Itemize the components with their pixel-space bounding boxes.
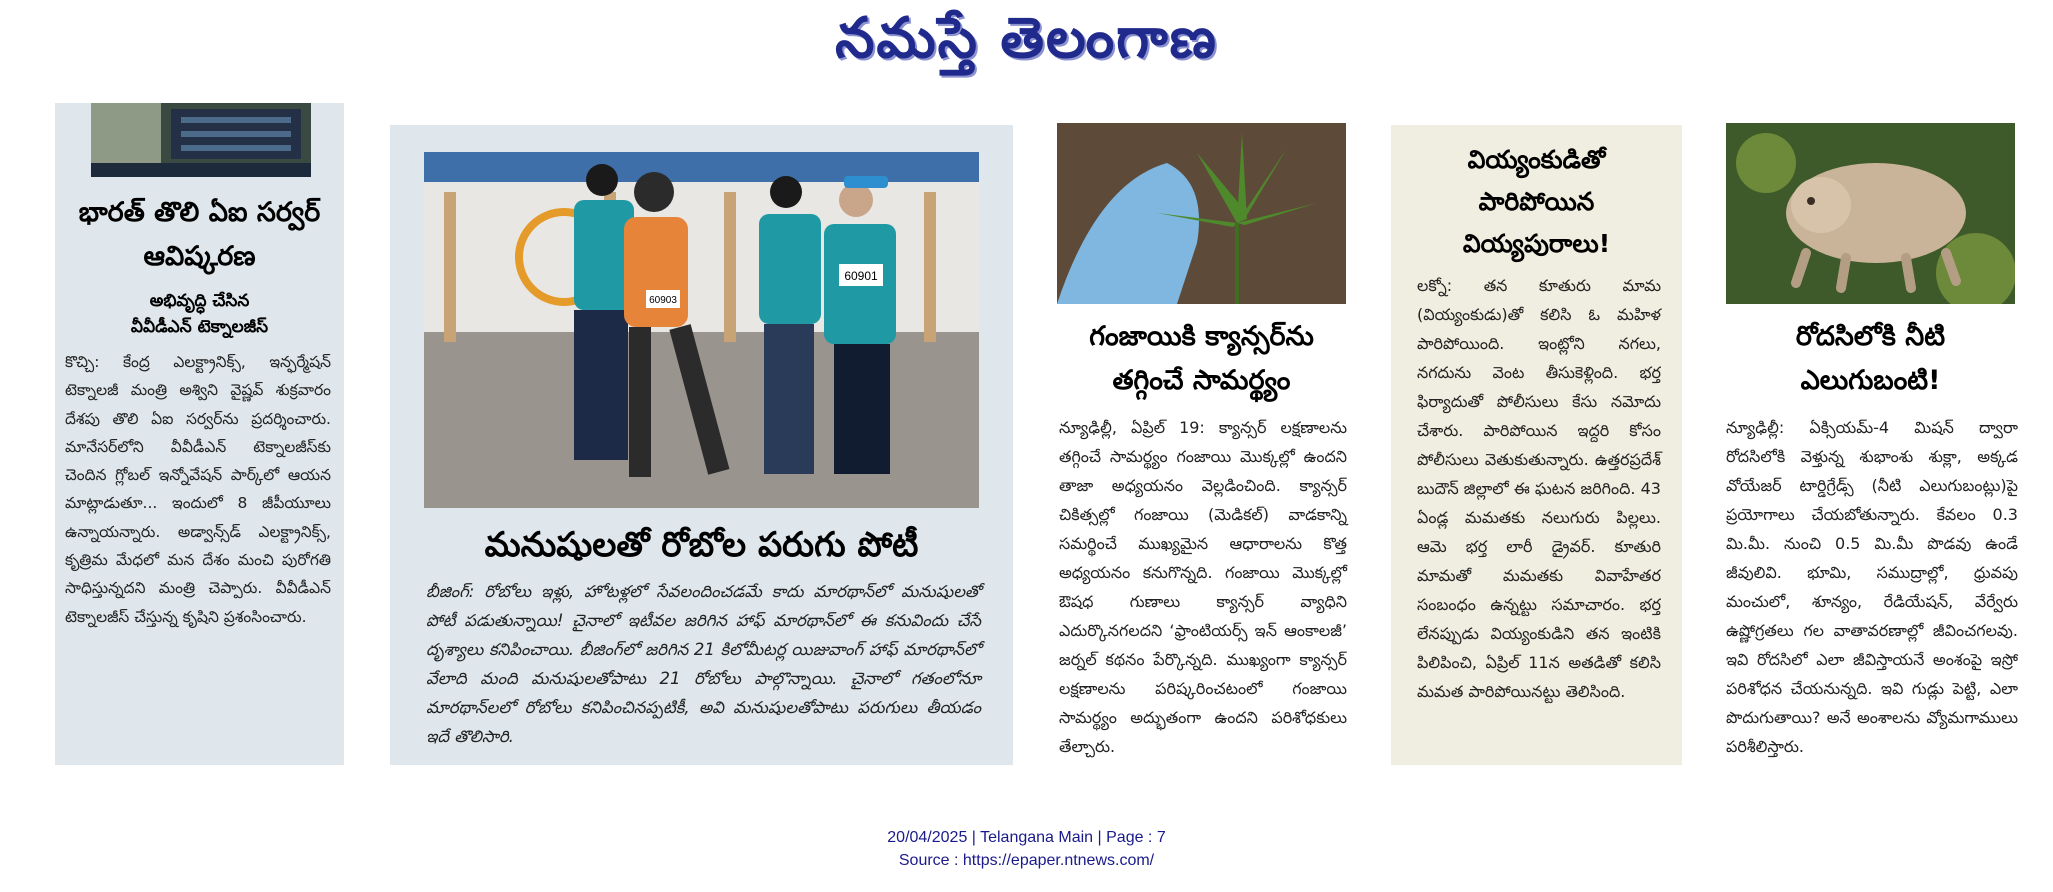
article-ganja-cancer (1057, 123, 1349, 773)
tardigrade-photo (1726, 123, 2015, 304)
ganja-body: న్యూఢిల్లీ, ఏప్రిల్ 19: క్యాన్సర్ లక్షణాలను తగ్గించే సామర్థ్యం గంజాయి మొక్కల్లో ఉందని తాజా అధ్యయనం వెల్లడించింది. క్యాన్సర్ చికిత్సల్లో గంజాయి (మెడికల్) వాడకాన్ని సమర్థించే ముఖ్యమైన ఆధారాలను కొత్త అధ్యయనం కనుగొన్నది. గంజాయి మొక్కల్లో ఔషధ గుణాలు క్యాన్సర్ వ్యాధిని ఎదుర్కొనగలదని ‘ఫ్రాంటియర్స్ ఇన్ ఆంకాలజీ’ జర్నల్ కథనం పేర్కొన్నది. ముఖ్యంగా క్యాన్సర్ లక్షణాలను పరిష్కరించటంలో గంజాయి సామర్థ్యం అద్భుతంగా ఉందని పరిశోధకులు తేల్చారు. (1059, 418, 1347, 756)
article-elopement (1391, 125, 1682, 765)
article-water-bear (1726, 123, 2020, 773)
water-bear-headline: రోదసిలోకి నీటి ఎలుగుబంటి! (1795, 321, 1946, 396)
elopement-headline: వియ్యంకుడితో పారిపోయిన వియ్యపురాలు! (1462, 145, 1611, 258)
water-bear-body: న్యూఢిల్లీ: ఏక్సియమ్-4 మిషన్ ద్వారా రోదసిలోకి వెళ్తున్న శుభాంశు శుక్లా, అక్కడ వోయేజర్ టార్డిగ్రేడ్స్ (నీటి ఎలుగుబంట్లు)పై ప్రయోగాలు చేయబోతున్నారు. కేవలం 0.3 మి.మీ. నుంచి 0.5 మి.మీ పొడవు ఉండే జీవులివి. భూమి, సముద్రాల్లో, ధ్రువపు మంచులో, శూన్యం, రేడియేషన్, వేర్వేరు ఉష్ణోగ్రతలు గల వాతావరణాల్లో జీవించగలవు. ఇవి రోదసిలో ఎలా జీవిస్తాయనే అంశంపై ఇస్రో పరిశోధన చేయనున్నది. ఇవి గుడ్లు పెట్టి, ఎలా పొదుగుతాయి? అనే అంశాలను వ్యోమగాములు పరిశీలిస్తారు. (1726, 418, 2018, 756)
server-subhead-1: అభివృద్ధి చేసిన (149, 291, 250, 311)
article-robot-marathon (390, 125, 1013, 765)
server-body: కొచ్చి: కేంద్ర ఎలక్ట్రానిక్స్, ఇన్ఫర్మేషన్ టెక్నాలజీ మంత్రి అశ్విని వైష్ణవ్ శుక్రవారం దేశపు తొలి ఏఐ సర్వర్‌ను ప్రదర్శించారు. మానేసర్‌లోని వీవీడీఎన్ టెక్నాలజీస్‌కు చెందిన గ్లోబల్ ఇన్నోవేషన్ పార్క్‌లో ఆయన మాట్లాడుతూ... ఇందులో 8 జీపీయూలు ఉన్నాయన్నారు. అడ్వాన్స్‌డ్ ఎలక్ట్రానిక్స్, కృత్రిమ మేధలో మన దేశం మంచి పురోగతి సాధిస్తున్నదని మంత్రి చెప్పారు. వీవీడీఎన్ టెక్నాలజీస్ చేస్తున్న కృషిని ప్రశంసించారు. (65, 353, 331, 626)
newspaper-masthead: నమస్తే తెలంగాణ (835, 6, 1218, 71)
server-subhead-2: వీవీడీఎన్ టెక్నాలజీస్ (130, 317, 269, 337)
server-photo (91, 103, 311, 177)
ganja-headline: గంజాయికి క్యాన్సర్‌ను తగ్గించే సామర్థ్యం (1089, 321, 1314, 396)
page-footer-info: 20/04/2025 | Telangana Main | Page : 7 (887, 829, 1166, 846)
runner-bib-1: 60901 (844, 269, 878, 283)
elopement-body: లక్నో: తన కూతురు మామ (వియ్యంకుడు)తో కలిసి ఓ మహిళ పారిపోయింది. ఇంట్లోని నగలు, నగదును వెంట తీసుకెళ్లింది. భర్త ఫిర్యాదుతో పోలీసులు కేసు నమోదు చేశారు. పారిపోయిన ఇద్దరి కోసం పోలీసులు వెతుకుతున్నారు. ఉత్తరప్రదేశ్ బుదౌన్ జిల్లాలో ఈ ఘటన జరిగింది. 43 ఏండ్ల మమతకు నలుగురు పిల్లలు. ఆమె భర్త లారీ డ్రైవర్. కూతురి మామతో మమతకు వివాహేతర సంబంధం ఉన్నట్టు సమాచారం. భర్త లేనప్పుడు వియ్యంకుడిని తన ఇంటికి పిలిపించి, ఏప్రిల్ 11న అతడితో కలిసి మమత పారిపోయినట్టు తెలిసింది. (1417, 276, 1661, 701)
article-ai-server (55, 103, 344, 765)
page-footer-source[interactable]: Source : https://epaper.ntnews.com/ (898, 852, 1155, 869)
cannabis-leaf-photo (1057, 123, 1346, 304)
server-headline: భారత్ తొలి ఏఐ సర్వర్ ఆవిష్కరణ (78, 197, 321, 272)
runner-bib-2: 60903 (649, 295, 677, 306)
robot-marathon-headline: మనుషులతో రోబోల పరుగు పోటీ (484, 525, 919, 565)
robot-marathon-body: బీజింగ్: రోబోలు ఇళ్లు, హోటళ్లలో సేవలందించడమే కాదు మారథాన్‌లో మనుషులతో పోటీ పడుతున్నాయి! చైనాలో ఇటీవల జరిగిన హాఫ్ మారథాన్‌లో ఈ కనువిందు చేసే దృశ్యాలు కనిపించాయి. బీజింగ్‌లో జరిగిన 21 కిలోమీటర్ల యిజువాంగ్ హాఫ్ మారథాన్‌లో వేలాది మంది మనుషులతోపాటు 21 రోబోలు పాల్గొన్నాయి. చైనాలో గతంలోనూ మారథాన్‌లలో రోబోలు కనిపించినప్పటికీ, అవి మనుషులతోపాటు పరుగులు తీయడం ఇదే తొలిసారి. (426, 582, 981, 746)
robot-marathon-photo (424, 152, 979, 508)
